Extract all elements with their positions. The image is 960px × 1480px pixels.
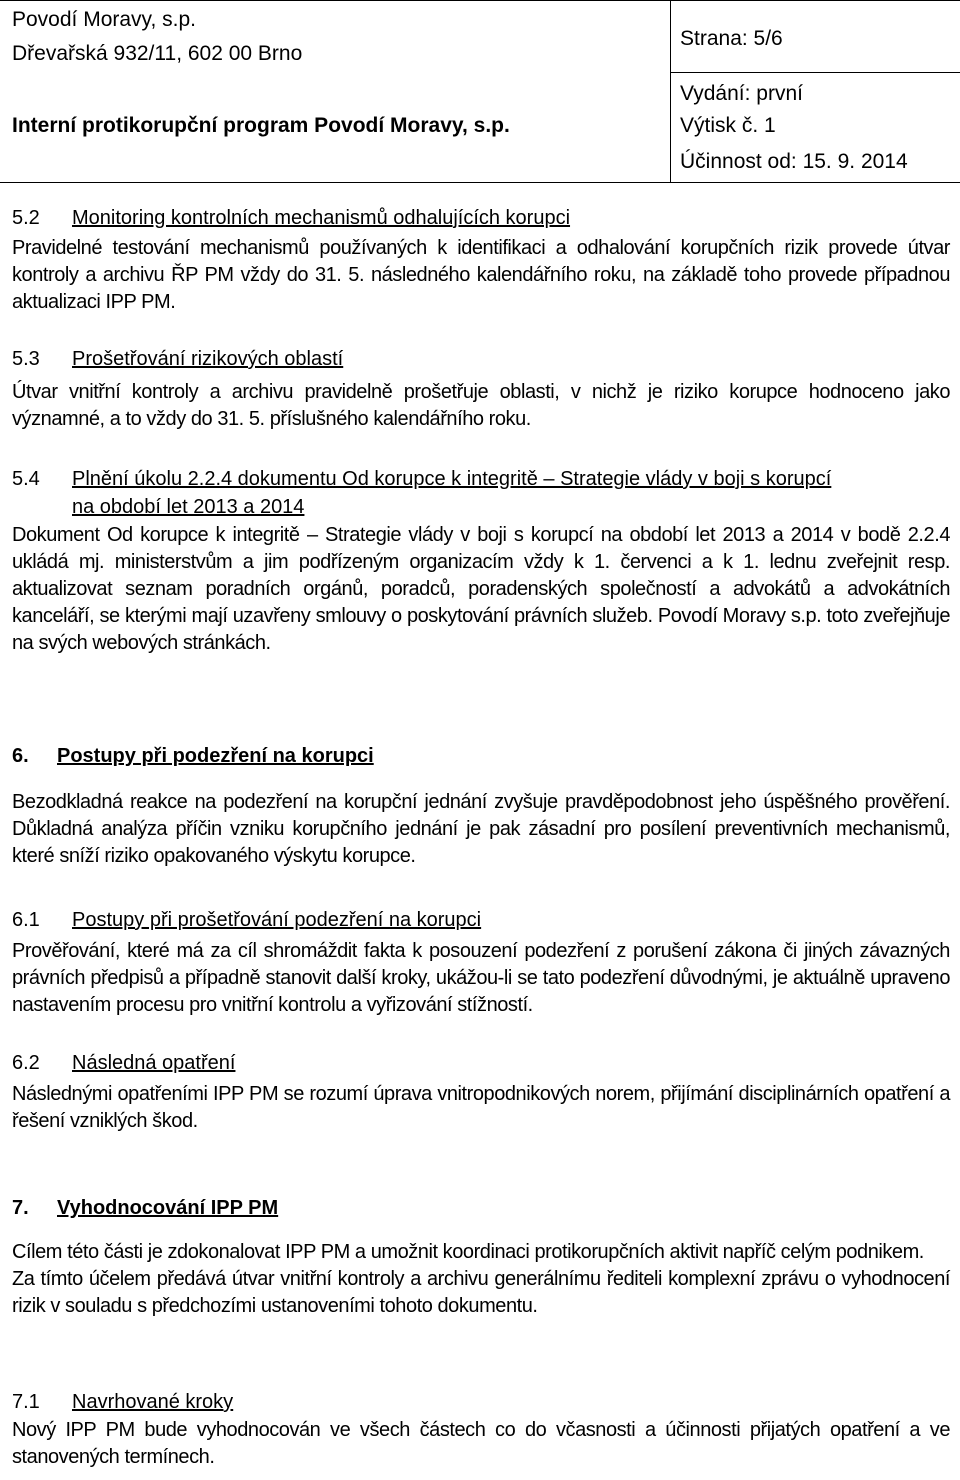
- section-paragraph: Dokument Od korupce k integritě – Strategie vlády v boji s korupcí na období let 2013 a 2014 v bodě 2.2.4 ukládá mj. ministerstvům a jim podřízeným organizacím vždy k 1. červenci a k 1. lednu zveřejnit resp. aktualizovat seznam poradních orgánů, poradců, poradenských společností a advokátů a advokátních kanceláří, se kterými mají uzavřeny smlouvy o poskytování právních služeb. Povodí Moravy s.p. toto zveřejňuje na svých webových stránkách.: [12, 524, 950, 654]
- header-divider-vertical: [670, 0, 671, 183]
- chapter-paragraph-2: Za tímto účelem předává útvar vnitřní kontroly a archivu generálnímu řediteli komplexní zprávu o vyhodnocení rizik v souladu s předchozími ustanoveními tohoto dokumentu.: [12, 1268, 950, 1317]
- copy-number: Výtisk č. 1: [680, 114, 776, 137]
- section-5-4: [12, 465, 950, 657]
- chapter-title: Vyhodnocování IPP PM: [57, 1197, 279, 1219]
- section-heading-continuation: [12, 493, 950, 521]
- section-paragraph: Nový IPP PM bude vyhodnocován ve všech částech co do včasnosti a účinnosti přijatých opatření a ve stanovených termínech.: [12, 1419, 950, 1468]
- section-title: Postupy při prošetřování podezření na korupci: [72, 909, 482, 931]
- page-number: Strana: 5/6: [680, 27, 783, 50]
- section-6-1: [12, 906, 950, 1019]
- section-paragraph: Pravidelné testování mechanismů používaných k identifikaci a odhalování korupčních rizik provede útvar kontroly a archivu ŘP PM vždy do 31. 5. následného kalendářního roku, na základě toho provede případnou aktualizaci IPP PM.: [12, 237, 950, 313]
- edition: Vydání: první: [680, 82, 803, 105]
- header-border-bottom: [0, 182, 960, 183]
- section-number: 5.4: [12, 468, 40, 490]
- section-7-1: [12, 1388, 950, 1471]
- section-title: Prošetřování rizikových oblastí: [72, 348, 344, 370]
- section-title-line-2: na období let 2013 a 2014: [72, 496, 305, 518]
- document-header: [0, 0, 960, 183]
- section-6-2: [12, 1049, 950, 1135]
- section-heading: [12, 1388, 950, 1416]
- section-paragraph: Prověřování, které má za cíl shromáždit fakta k posouzení podezření z porušení zákona či jiných závazných právních předpisů a případně stanovit další kroky, ukážou-li se tato podezření důvodnými, je aktuálně upraveno nastavením procesu pro vnitřní kontrolu a vyřizování stížností.: [12, 940, 950, 1016]
- section-paragraph: Útvar vnitřní kontroly a archivu pravidelně prošetřuje oblasti, v nichž je riziko korupce hodnoceno jako významné, a to vždy do 31. 5. příslušného kalendářního roku.: [12, 381, 950, 430]
- section-title-line-1: Plnění úkolu 2.2.4 dokumentu Od korupce k integritě – Strategie vlády v boji s korupcí: [72, 468, 832, 490]
- section-7: [12, 1194, 950, 1320]
- effective-date: Účinnost od: 15. 9. 2014: [680, 150, 908, 173]
- chapter-number: 6.: [12, 745, 29, 767]
- chapter-paragraph: Bezodkladná reakce na podezření na korupční jednání zvyšuje pravděpodobnost jeho úspěšného prověření. Důkladná analýza příčin vzniku korupčního jednání je pak zásadní pro posílení preventivních mechanismů, které sníží riziko opakovaného výskytu korupce.: [12, 791, 950, 867]
- document-title: Interní protikorupční program Povodí Moravy, s.p.: [12, 114, 510, 137]
- section-number: 6.1: [12, 909, 40, 931]
- section-6: [12, 742, 950, 870]
- section-paragraph: Následnými opatřeními IPP PM se rozumí úprava vnitropodnikových norem, přijímání disciplinárních opatření a řešení vzniklých škod.: [12, 1083, 950, 1132]
- section-number: 5.2: [12, 207, 40, 229]
- section-title: Následná opatření: [72, 1052, 236, 1074]
- section-5-2: [12, 204, 950, 316]
- chapter-number: 7.: [12, 1197, 29, 1219]
- section-heading: [12, 204, 950, 232]
- section-number: 5.3: [12, 348, 40, 370]
- section-title: Monitoring kontrolních mechanismů odhalujících korupci: [72, 207, 571, 229]
- chapter-paragraph-1: Cílem této části je zdokonalovat IPP PM a umožnit koordinaci protikorupčních aktivit napříč celým podnikem.: [12, 1241, 924, 1263]
- section-heading: [12, 345, 950, 373]
- header-divider-right: [670, 72, 960, 73]
- org-address: Dřevařská 932/11, 602 00 Brno: [12, 42, 303, 65]
- org-name: Povodí Moravy, s.p.: [12, 8, 197, 31]
- section-heading: [12, 1049, 950, 1077]
- section-5-3: [12, 345, 950, 433]
- chapter-heading: [12, 742, 950, 770]
- section-title: Navrhované kroky: [72, 1391, 234, 1413]
- section-number: 6.2: [12, 1052, 40, 1074]
- section-number: 7.1: [12, 1391, 40, 1413]
- header-border-top: [0, 0, 960, 1]
- chapter-title: Postupy při podezření na korupci: [57, 745, 374, 767]
- chapter-heading: [12, 1194, 950, 1222]
- section-heading: [12, 465, 950, 493]
- section-heading: [12, 906, 950, 934]
